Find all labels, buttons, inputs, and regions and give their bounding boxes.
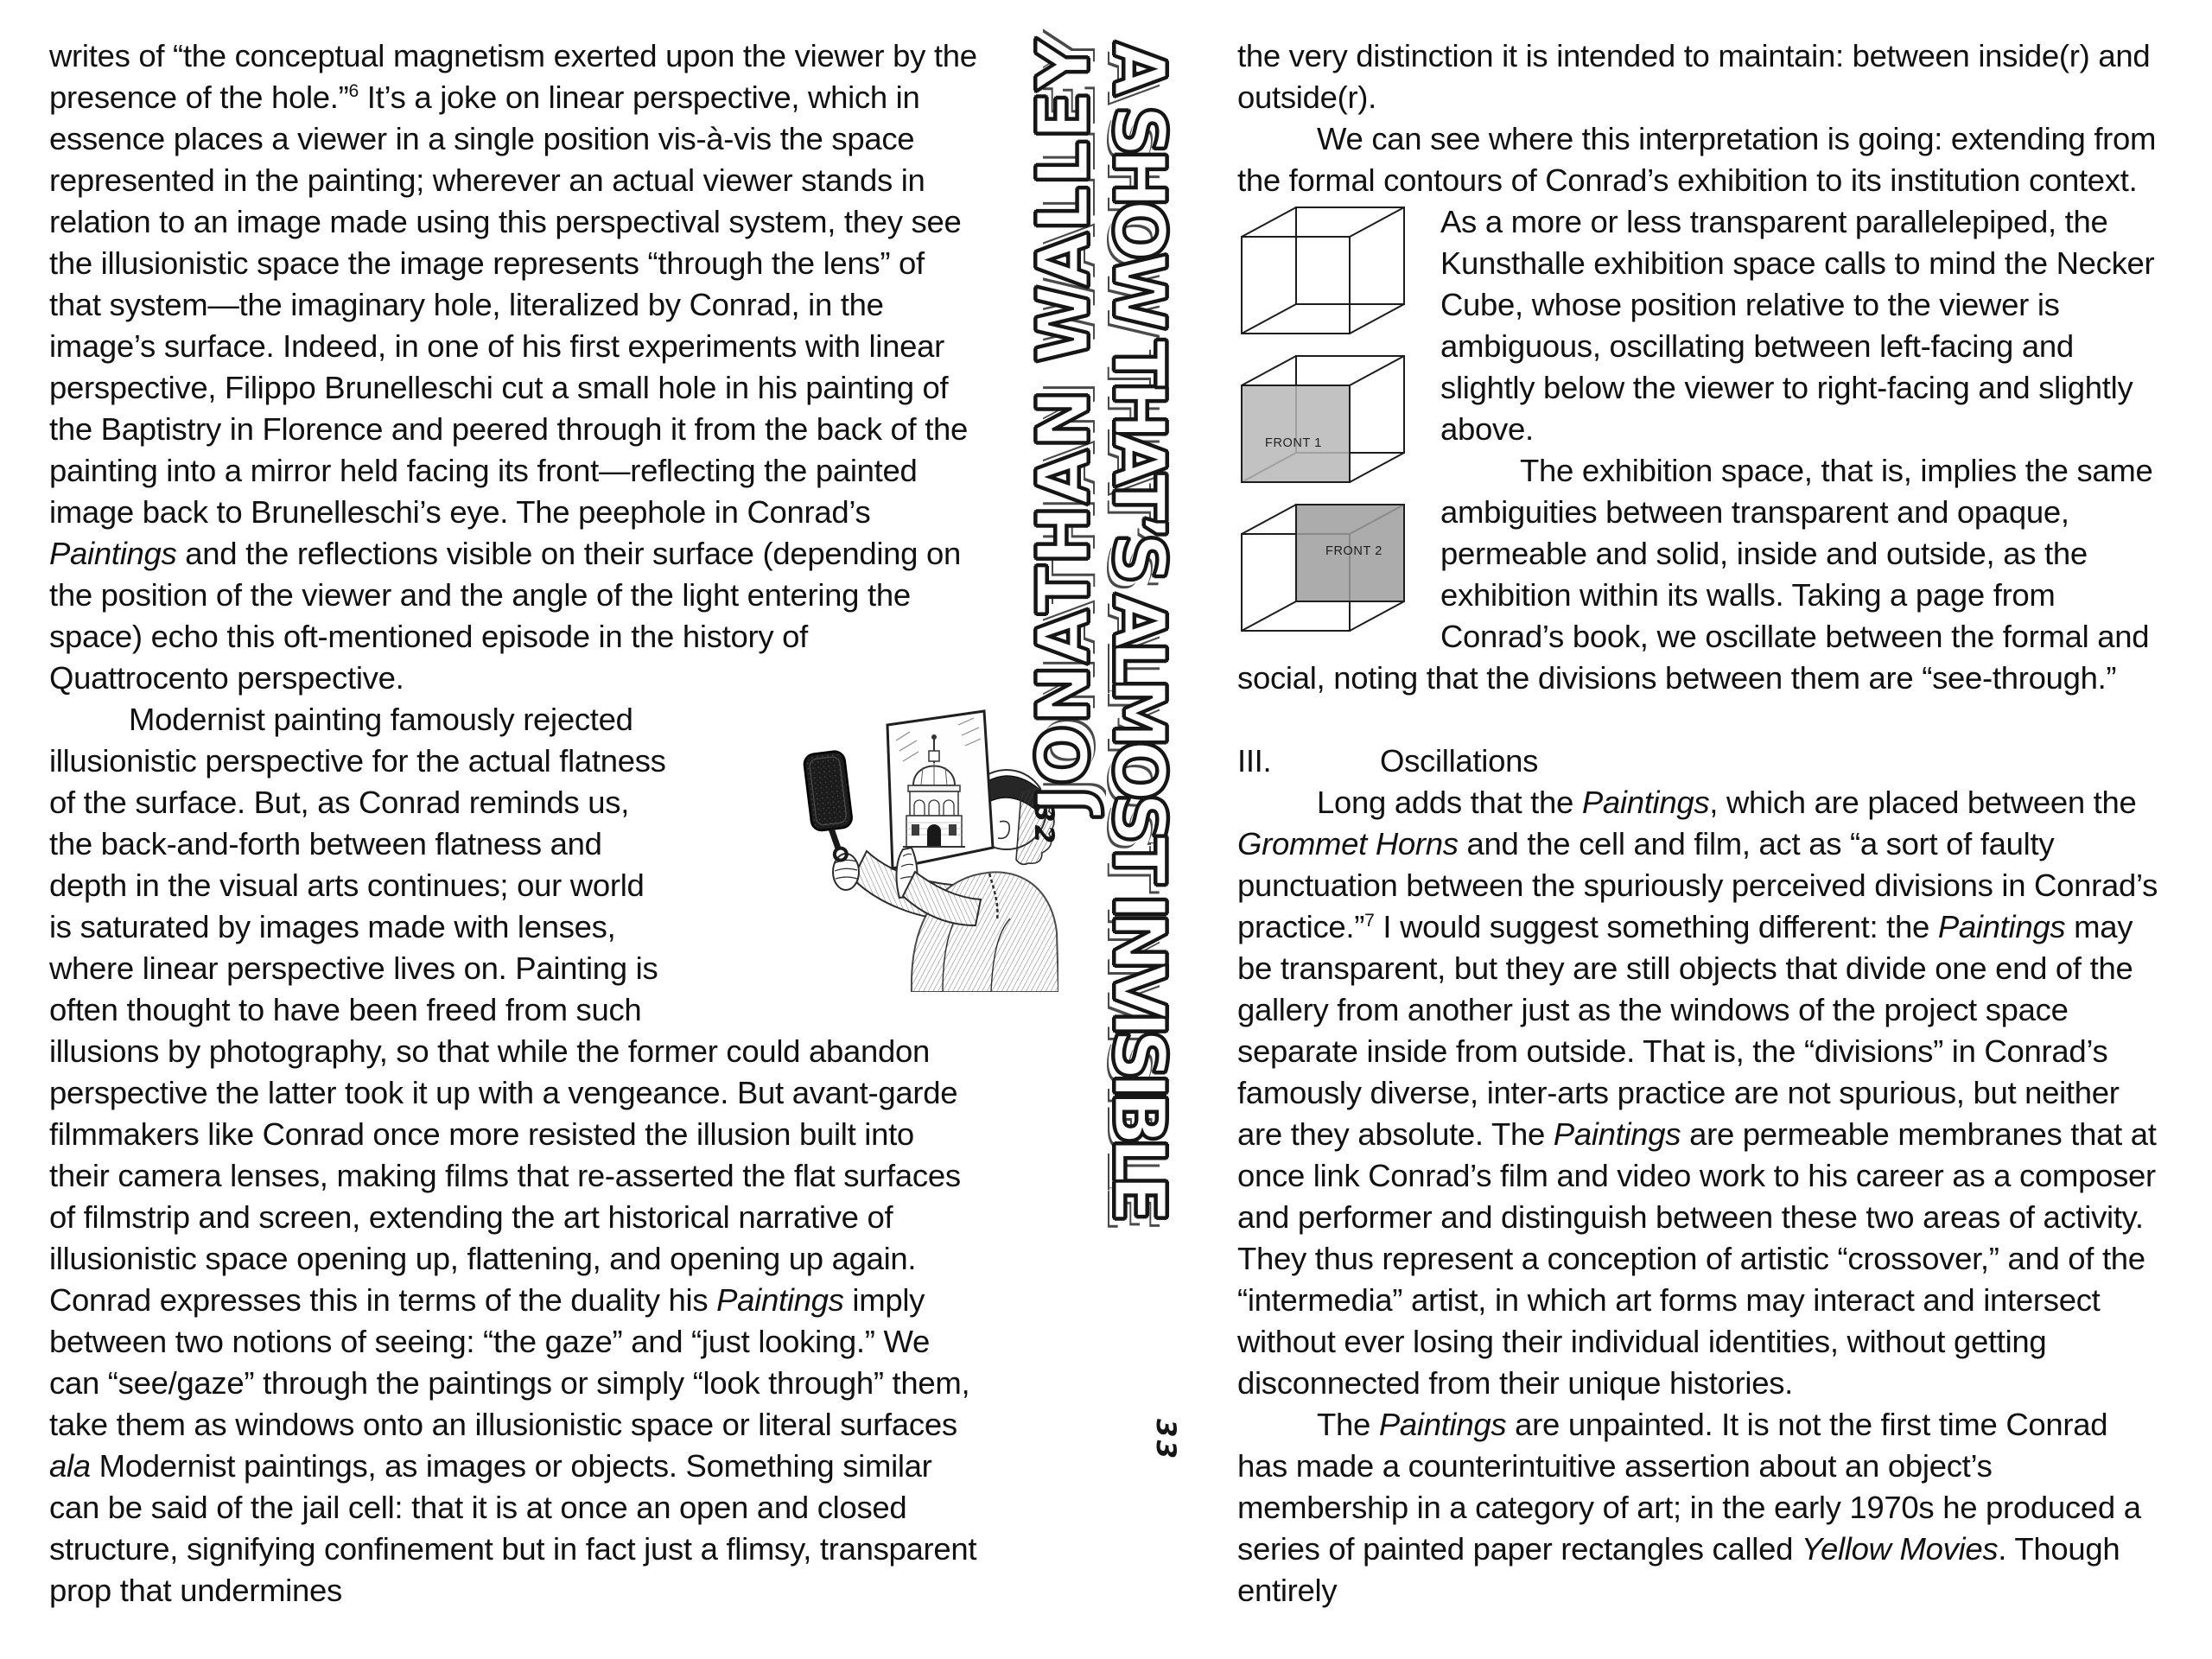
- brunelleschi-mirror-illustration: [694, 702, 979, 992]
- body-paragraph: writes of “the conceptual magnetism exerted upon the viewer by the presence of the hole.”$^6$ It’s a joke on linear perspective, which in essence places a viewer in a single position vis-à-vis the space represented in the painting; wherever an actual viewer stands in relation to an image made using this perspectival system, they see the illusionistic space the image represents “through the lens” of that system—the imaginary hole, literalized by Conrad, in the image’s surface. Indeed, in one of his first experiments with linear perspective, Filippo Brunelleschi cut a small hole in his painting of the Baptistry in Florence and peered through it from the back of the painting into a mirror held facing its front—reflecting the painted image back to Brunelleschi’s eye. The peephole in Conrad’s Paintings and the reflections visible on their surface (depending on the position of the viewer and the angle of the light entering the space) echo this oft-mentioned episode in the history of Quattrocento perspective.: [49, 38, 977, 696]
- vertical-essay-title: A SHOW THAT’S ALMOST INVISIBLE: [1097, 41, 1179, 1216]
- body-paragraph: We can see where this interpretation is going: extending from the formal contours of Conrad’s exhibition to its institution context. As a more or less transparent parallelepiped, the FRONT 1 FRONT 2 Kunsthalle exhibition space calls to mind the Necker Cube, whose position relative to the viewer is ambiguous, oscillating between left-facing and slightly below the viewer to right-facing and slightly above.: [1237, 118, 2164, 450]
- front-2-label: FRONT 2: [1325, 544, 1382, 558]
- body-paragraph: Long adds that the Paintings, which are placed between the Grommet Horns and the cell and film, act as “a sort of faulty punctuation between the spuriously perceived divisions in Conrad’s practice.”$^7$ I would suggest something different: the Paintings may be transparent, but they are still objects that divide one end of the gallery from another just as the windows of the project space separate inside from outside. That is, the “divisions” in Conrad’s famously diverse, inter-arts practice are not spurious, but neither are they absolute. The Paintings are permeable membranes that at once link Conrad’s film and video work to his career as a composer and performer and distinguish between these two areas of activity. They thus represent a conception of artistic “crossover,” and of the “intermedia” artist, in which art forms may interact and intersect without ever losing their individual identities, without getting disconnected from their unique histories.: [1237, 785, 2158, 1401]
- section-title: Oscillations: [1380, 743, 1539, 779]
- section-number: III.: [1237, 743, 1272, 779]
- section-heading: [1237, 741, 2164, 782]
- shaded-front-left-face: [1242, 385, 1350, 482]
- ear: [998, 821, 1009, 838]
- page-right-text: [1237, 35, 2164, 1611]
- necker-cube-figure: [1239, 206, 1408, 632]
- page-number-right: 33: [1150, 1419, 1181, 1462]
- hand-mirror: [804, 750, 857, 863]
- page-left-text: [49, 35, 979, 1611]
- front-1-label: FRONT 1: [1265, 436, 1322, 450]
- page-number-left: 32: [1028, 804, 1059, 847]
- body-paragraph: the very distinction it is intended to maintain: between inside(r) and outside(r).: [1237, 38, 2151, 115]
- body-paragraph: The Paintings are unpainted. It is not the first time Conrad has made a counterintuitive assertion about an object’s membership in a category of art; in the early 1970s he produced a series of painted paper rectangles called Yellow Movies. Though entirely: [1237, 1407, 2141, 1608]
- necker-cube-front-2: [1239, 503, 1408, 632]
- vertical-author-title: JONATHAN WALLEY: [1023, 38, 1105, 813]
- necker-cube-front-1: [1239, 354, 1408, 484]
- body-paragraph: The exhibition space, that is, implies the same ambiguities between transparent and opaque, permeable and solid, inside and outside, as the exhibition within its walls. Taking a page from Conrad’s book, we oscillate between the formal and social, noting that the divisions between them are “see-through.”: [1237, 453, 2153, 696]
- baptistry-panel: [887, 711, 993, 868]
- necker-cube-wireframe: [1239, 206, 1408, 335]
- brunelleschi-mirror-engraving: [773, 702, 1058, 992]
- body-paragraph: Modernist painting famously rejected illusionistic perspective for the actual flatness of the surface. But, as Conrad reminds us, the back-and-forth between flatness and depth in the visual arts continues; our world is saturated by images made with lenses, where linear perspective lives on. Painting is often thought to have been freed from such illusions by photography, so that while the former could abandon perspective the latter took it up with a vengeance. But avant-garde filmmakers like Conrad once more resisted the illusion built into their camera lenses, making films that re-asserted the flat surfaces of filmstrip and screen, extending the art historical narrative of illusionistic space opening up, flattening, and opening up again. Conrad expresses this in terms of the duality his Paintings imply between two notions of seeing: “the gaze” and “just looking.” We can “see/gaze” through the paintings or simply “look through” them, take them as windows onto an illusionistic space or literal surfaces ala Modernist paintings, as images or objects. Something similar can be said of the jail cell: that it is at once an open and closed structure, signifying confinement but in fact just a flimsy, transparent prop that undermines: [49, 699, 979, 1611]
